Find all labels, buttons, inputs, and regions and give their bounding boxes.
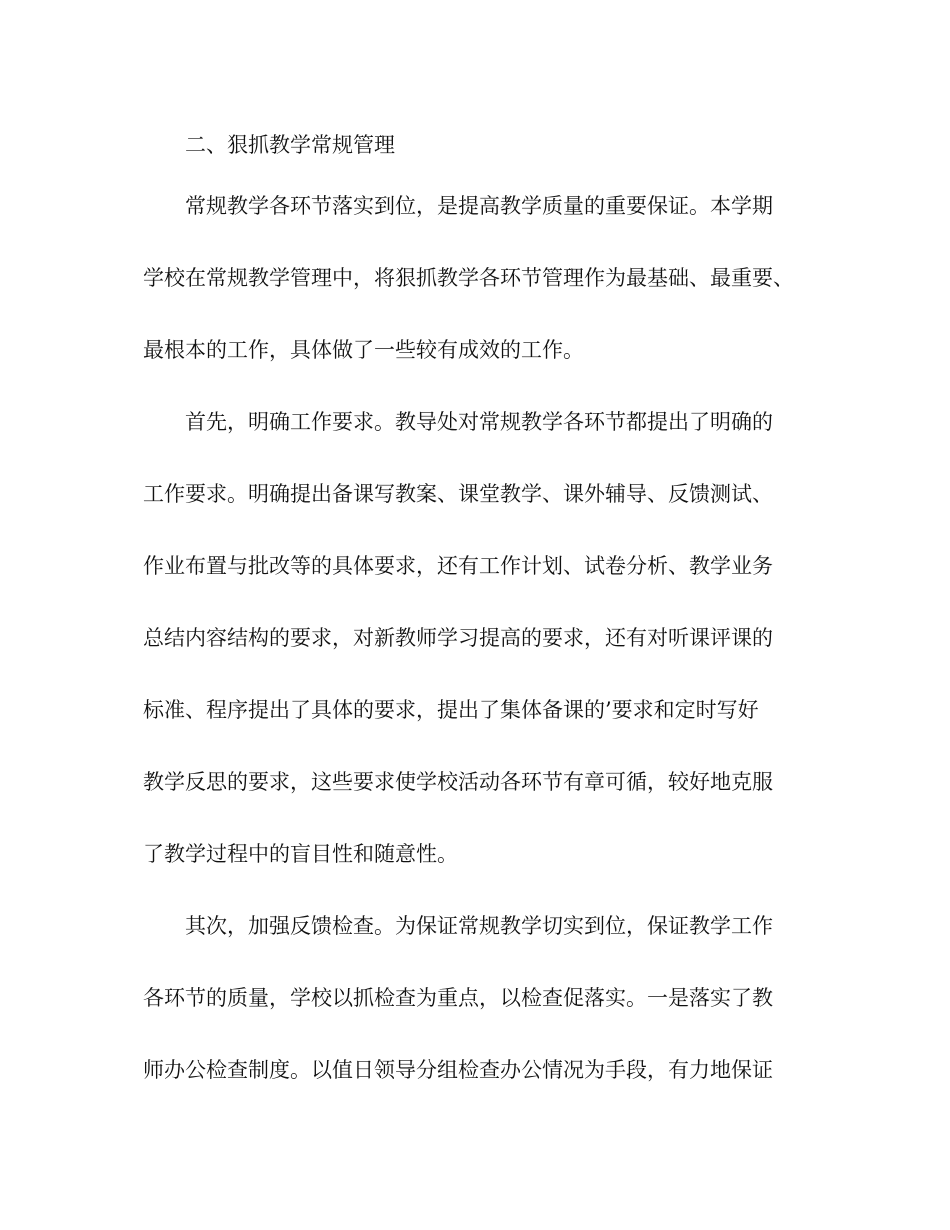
paragraph-line: 最根本的工作，具体做了一些较有成效的工作。 bbox=[143, 338, 584, 362]
paragraph-line: 学校在常规教学管理中，将狠抓教学各环节管理作为最基础、最重要、 bbox=[143, 266, 794, 290]
section-heading: 二、狠抓教学常规管理 bbox=[185, 133, 395, 157]
paragraph-line: 工作要求。明确提出备课写教案、课堂教学、课外辅导、反馈测试、 bbox=[143, 482, 773, 506]
paragraph-line: 了教学过程中的盲目性和随意性。 bbox=[143, 842, 458, 866]
paragraph-line: 常规教学各环节落实到位，是提高教学质量的重要保证。本学期 bbox=[185, 194, 773, 218]
paragraph-line: 师办公检查制度。以值日领导分组检查办公情况为手段，有力地保证 bbox=[143, 1058, 773, 1082]
paragraph-line: 标准、程序提出了具体的要求，提出了集体备课的’要求和定时写好 bbox=[143, 698, 759, 722]
paragraph-line: 各环节的质量，学校以抓检查为重点，以检查促落实。一是落实了教 bbox=[143, 986, 773, 1010]
paragraph-line: 教学反思的要求，这些要求使学校活动各环节有章可循，较好地克服 bbox=[143, 770, 773, 794]
paragraph-line: 作业布置与批改等的具体要求，还有工作计划、试卷分析、教学业务 bbox=[143, 554, 773, 578]
paragraph-line: 总结内容结构的要求，对新教师学习提高的要求，还有对听课评课的 bbox=[143, 626, 773, 650]
paragraph-line: 首先，明确工作要求。教导处对常规教学各环节都提出了明确的 bbox=[185, 410, 773, 434]
paragraph-line: 其次，加强反馈检查。为保证常规教学切实到位，保证教学工作 bbox=[185, 914, 773, 938]
